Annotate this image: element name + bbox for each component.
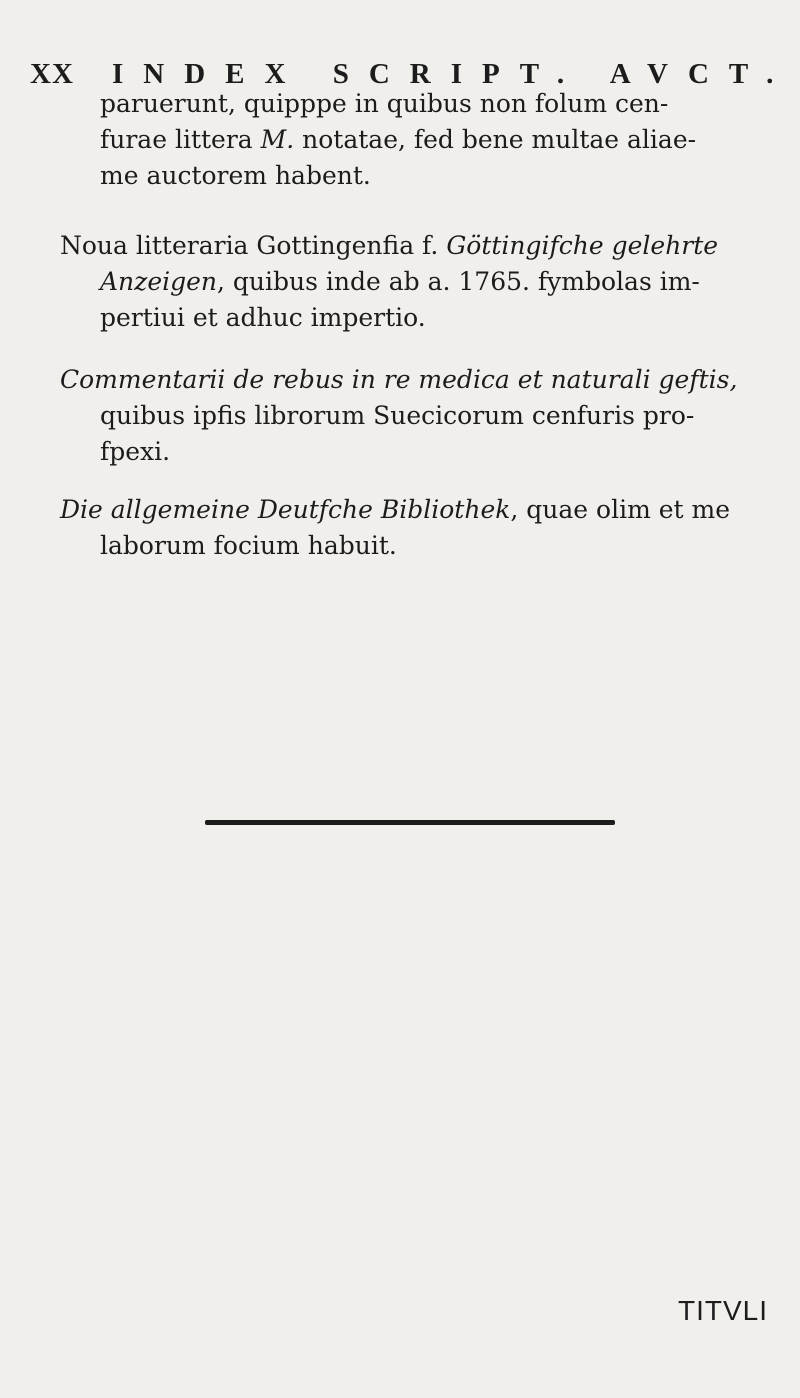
catchword: TITVLI [677,1295,768,1326]
entry-line: paruerunt, quipppe in quibus non folum cen- [100,89,669,118]
entry-line: Anzeigen, quibus inde ab a. 1765. fymbolas im- [100,267,700,296]
index-entry [60,86,780,194]
entry-line: Commentarii de rebus in re medica et naturali geftis, [60,365,738,394]
index-entry [60,492,780,564]
index-entry [60,228,780,336]
running-title: INDEX SCRIPT. AVCT. [112,58,794,90]
entry-line: fpexi. [100,437,171,466]
section-rule [205,820,615,825]
page-number: XX [30,58,74,90]
entry-line: pertiui et adhuc impertio. [100,303,426,332]
entry-line: me auctorem habent. [100,161,371,190]
entry-line: quibus ipfis librorum Suecicorum cenfuris pro- [100,401,695,430]
entry-line: Noua litteraria Gottingenfia f. Göttingifche gelehrte [60,231,719,260]
index-entry [60,362,780,470]
entry-line: furae littera M. notatae, fed bene multae aliae- [100,125,697,154]
entry-line: laborum focium habuit. [100,531,397,560]
entry-line: Die allgemeine Deutfche Bibliothek, quae olim et me [60,495,731,524]
